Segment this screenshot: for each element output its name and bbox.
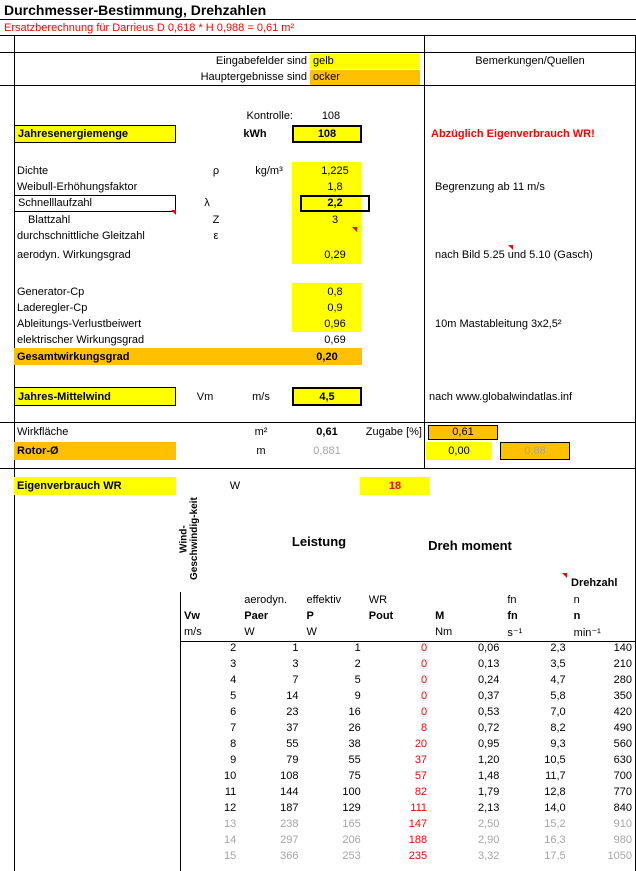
table-unit-row <box>180 624 636 640</box>
symbol-4: M <box>435 610 445 622</box>
symbol-5: fn <box>507 610 518 622</box>
efficiency-label-1: Laderegler-Cp <box>17 302 88 314</box>
cell-p: 38 <box>348 738 361 750</box>
param-label-5: aerodyn. Wirkungsgrad <box>17 249 131 261</box>
unit-1: W <box>244 626 255 638</box>
cell-p: 129 <box>342 802 361 814</box>
param-remark-5: nach Bild 5.25 und 5.10 (Gasch) <box>435 249 593 261</box>
cell-fn: 2,3 <box>550 642 566 654</box>
table-group-header-torque <box>424 528 516 564</box>
mean-wind-value[interactable] <box>292 387 362 406</box>
efficiency-remark-2: 10m Mastableitung 3x2,5² <box>435 318 562 330</box>
table-group-header-rpm-text: Drehzahl <box>571 577 618 589</box>
subheader-1: aerodyn. <box>244 594 288 606</box>
rotor-extra-value[interactable] <box>426 442 492 460</box>
cell-p: 206 <box>342 834 361 846</box>
param-row-4 <box>14 228 634 244</box>
own-use-value-text: 18 <box>388 480 402 492</box>
param-unit-3 <box>238 212 300 228</box>
cell-paer: 187 <box>280 802 299 814</box>
table-row <box>180 704 636 720</box>
cell-p: 75 <box>348 770 361 782</box>
area-value: 0,61 <box>316 426 338 438</box>
param-label-0: Dichte <box>17 165 49 177</box>
mean-wind-remark-text: nach www.globalwindatlas.inf <box>429 390 573 403</box>
cell-m: 0,95 <box>477 738 500 750</box>
unit-2: W <box>306 626 317 638</box>
param-value-2[interactable]: 2,2 <box>300 195 370 212</box>
rotor-label-text: Rotor-Ø <box>17 445 59 457</box>
rule-legend-bottom <box>0 85 636 86</box>
param-unit-5 <box>238 247 300 263</box>
legend-row-input <box>14 53 424 69</box>
cell-pout: 0 <box>420 706 428 718</box>
efficiency-row-1 <box>14 300 634 316</box>
cell-pout: 188 <box>408 834 428 846</box>
cell-fn: 8,2 <box>550 722 566 734</box>
page-subtitle-text: Ersatzberechnung für Darrieus D 0,618 * H 0,988 = 0,61 m² <box>4 21 295 34</box>
cell-pout: 57 <box>414 770 428 782</box>
param-unit-1 <box>238 179 300 195</box>
param-symbol-3: Z <box>212 214 220 226</box>
table-row <box>180 752 636 768</box>
comment-marker-gleitzahl <box>352 227 357 232</box>
cell-vw: 5 <box>230 690 237 702</box>
cell-fn: 12,8 <box>544 786 566 798</box>
symbol-3: Pout <box>368 610 394 622</box>
cell-vw: 2 <box>230 642 237 654</box>
unit-3 <box>365 624 431 640</box>
cell-fn: 17,5 <box>544 850 566 862</box>
cell-n: 490 <box>613 722 632 734</box>
cell-m: 1,20 <box>477 754 500 766</box>
cell-n: 630 <box>613 754 632 766</box>
cell-fn: 11,7 <box>545 770 566 782</box>
cell-n: 560 <box>613 738 632 750</box>
param-unit-0: kg/m³ <box>255 165 283 177</box>
cell-pout: 8 <box>420 722 428 734</box>
cell-paer: 3 <box>292 658 299 670</box>
cell-paer: 79 <box>286 754 299 766</box>
own-use-value[interactable] <box>360 477 430 495</box>
cell-paer: 14 <box>286 690 299 702</box>
cell-m: 0,53 <box>477 706 500 718</box>
area-label: Wirkfläche <box>17 426 69 438</box>
cell-n: 140 <box>613 642 632 654</box>
cell-n: 210 <box>613 658 632 670</box>
subheader-2: effektiv <box>306 594 342 606</box>
cell-fn: 16,3 <box>544 834 566 846</box>
vertical-rule-table-left <box>180 592 181 871</box>
comment-marker-bild <box>508 245 513 250</box>
cell-m: 2,13 <box>477 802 500 814</box>
param-value-4[interactable] <box>300 228 370 244</box>
table-row <box>180 768 636 784</box>
efficiency-total-label-text: Gesamtwirkungsgrad <box>17 350 130 363</box>
efficiency-remark-1 <box>432 300 632 316</box>
table-group-header-wind-speed-text: Wind-Geschwindig-keit <box>178 497 200 581</box>
cell-pout: 235 <box>408 850 428 862</box>
param-label-1: Weibull-Erhöhungsfaktor <box>17 181 138 193</box>
cell-vw: 9 <box>230 754 237 766</box>
cell-pout: 111 <box>410 802 428 814</box>
unit-5: s⁻¹ <box>507 626 523 639</box>
table-body <box>180 640 636 864</box>
rule-rotor-bottom <box>0 468 636 469</box>
efficiency-value-2[interactable]: 0,96 <box>324 318 346 330</box>
own-use-label <box>14 477 176 495</box>
param-remark-1: Begrenzung ab 11 m/s <box>435 181 545 193</box>
cell-vw: 8 <box>230 738 237 750</box>
param-row-0 <box>14 163 634 179</box>
cell-fn: 4,7 <box>550 674 566 686</box>
legend-result-value: ocker <box>310 70 420 85</box>
efficiency-label-3: elektrischer Wirkungsgrad <box>17 334 145 346</box>
cell-vw: 7 <box>230 722 237 734</box>
cell-pout: 147 <box>408 818 428 830</box>
efficiency-total-value-text: 0,20 <box>316 350 338 363</box>
efficiency-value-3: 0,69 <box>324 334 346 346</box>
rotor-value <box>292 442 362 460</box>
table-row <box>180 816 636 832</box>
cell-m: 1,79 <box>477 786 500 798</box>
param-symbol-1 <box>194 179 238 195</box>
param-label-4: durchschnittliche Gleitzahl <box>17 230 145 242</box>
cell-vw: 10 <box>224 770 237 782</box>
cell-pout: 0 <box>420 642 428 654</box>
mean-wind-symbol-text: Vm <box>196 390 214 403</box>
param-unit-4 <box>238 228 300 244</box>
table-row <box>180 736 636 752</box>
cell-vw: 3 <box>230 658 237 670</box>
table-row <box>180 832 636 848</box>
control-value: 108 <box>321 110 341 122</box>
mean-wind-symbol <box>180 387 230 406</box>
efficiency-row-3 <box>14 332 634 348</box>
efficiency-total-label <box>14 348 292 365</box>
unit-4: Nm <box>435 626 453 638</box>
subheader-3: WR <box>368 594 388 606</box>
rotor-result-value-text: 0,88 <box>524 445 546 457</box>
own-use-unit-text: W <box>229 480 241 492</box>
comment-marker-drehzahl <box>562 573 567 578</box>
control-row <box>14 108 424 124</box>
cell-pout: 82 <box>414 786 428 798</box>
unit-0: m/s <box>184 626 202 638</box>
cell-m: 0,72 <box>477 722 500 734</box>
page-title <box>0 0 636 20</box>
page-subtitle <box>0 20 636 36</box>
cell-n: 280 <box>613 674 632 686</box>
param-remark-2 <box>432 195 632 211</box>
cell-vw: 13 <box>224 818 237 830</box>
mean-wind-unit-text: m/s <box>252 390 270 403</box>
cell-pout: 0 <box>420 690 428 702</box>
cell-paer: 37 <box>286 722 299 734</box>
rotor-label <box>14 442 176 460</box>
param-row-5 <box>14 247 634 263</box>
area-extra-label: Zugabe [%] <box>365 426 422 438</box>
cell-m: 2,90 <box>477 834 500 846</box>
cell-p: 55 <box>348 754 361 766</box>
efficiency-remark-3 <box>432 332 632 348</box>
cell-paer: 23 <box>286 706 299 718</box>
table-group-header-wind-speed <box>172 496 208 582</box>
cell-vw: 15 <box>224 850 237 862</box>
cell-m: 3,32 <box>477 850 500 862</box>
cell-m: 1,48 <box>477 770 500 782</box>
table-group-header-power-text: Leistung <box>291 533 347 549</box>
own-use-unit <box>180 477 290 495</box>
cell-n: 420 <box>613 706 632 718</box>
efficiency-row-0 <box>14 284 634 300</box>
param-remark-0 <box>432 163 632 179</box>
cell-paer: 55 <box>286 738 299 750</box>
cell-fn: 15,2 <box>544 818 566 830</box>
table-group-header-rpm <box>568 575 636 591</box>
cell-fn: 10,5 <box>544 754 566 766</box>
subheader-4 <box>431 592 503 608</box>
rotor-unit-text: m <box>256 445 266 457</box>
mean-wind-unit <box>232 387 290 406</box>
efficiency-label-0: Generator-Cp <box>17 286 85 298</box>
cell-fn: 5,8 <box>550 690 566 702</box>
mean-wind-remark <box>426 387 636 406</box>
cell-paer: 7 <box>292 674 299 686</box>
table-symbol-row <box>180 608 636 624</box>
cell-paer: 366 <box>280 850 299 862</box>
table-group-header-power <box>244 532 394 550</box>
cell-vw: 4 <box>230 674 237 686</box>
cell-n: 980 <box>613 834 632 846</box>
param-value-5[interactable]: 0,29 <box>324 249 346 261</box>
annual-energy-value[interactable] <box>292 125 362 143</box>
annual-energy-remark-text: Abzüglich Eigenverbrauch WR! <box>431 128 595 140</box>
annual-energy-unit <box>220 125 290 143</box>
cell-n: 700 <box>613 770 632 782</box>
cell-pout: 0 <box>420 658 428 670</box>
cell-m: 0,06 <box>477 642 500 654</box>
cell-fn: 9,3 <box>550 738 566 750</box>
cell-p: 26 <box>348 722 361 734</box>
subheader-0 <box>180 592 240 608</box>
table-row <box>180 640 636 656</box>
cell-pout: 37 <box>414 754 428 766</box>
param-row-2 <box>14 195 634 211</box>
efficiency-total-value <box>292 348 362 365</box>
efficiency-row-2 <box>14 316 634 332</box>
subheader-5: fn <box>507 594 517 606</box>
cell-m: 2,50 <box>477 818 500 830</box>
cell-paer: 1 <box>292 642 299 654</box>
symbol-1: Paer <box>244 610 269 622</box>
rotor-result-value <box>500 442 570 460</box>
param-symbol-5 <box>194 247 238 263</box>
subheader-6: n <box>573 594 580 606</box>
rule-area-top <box>0 422 636 423</box>
symbol-6: n <box>573 610 581 622</box>
rule-table-header-bottom <box>180 641 636 642</box>
table-subheader-row <box>180 592 636 608</box>
param-symbol-2: λ <box>204 197 210 209</box>
cell-p: 1 <box>354 642 361 654</box>
results-table <box>180 592 636 864</box>
cell-paer: 238 <box>280 818 299 830</box>
cell-paer: 144 <box>280 786 299 798</box>
param-value-3[interactable]: 3 <box>331 214 339 226</box>
cell-paer: 108 <box>280 770 299 782</box>
unit-6: min⁻¹ <box>573 626 601 639</box>
remarks-header-text: Bemerkungen/Quellen <box>475 55 585 67</box>
param-row-3 <box>14 212 634 228</box>
cell-vw: 11 <box>224 786 237 798</box>
area-unit: m² <box>254 426 268 438</box>
annual-energy-unit-text: kWh <box>243 128 267 140</box>
param-unit-2 <box>238 195 300 211</box>
table-row <box>180 656 636 672</box>
cell-vw: 14 <box>224 834 237 846</box>
cell-p: 253 <box>342 850 361 862</box>
mean-wind-value-text: 4,5 <box>319 390 335 403</box>
cell-p: 165 <box>342 818 361 830</box>
efficiency-value-0[interactable]: 0,8 <box>327 286 343 298</box>
efficiency-label-2: Ableitungs-Verlustbeiwert <box>17 318 142 330</box>
annual-energy-label-text: Jahresenergiemenge <box>18 128 129 140</box>
legend-input-label: Eingabefelder sind <box>215 55 307 67</box>
table-row <box>180 800 636 816</box>
table-row <box>180 672 636 688</box>
param-label-2: Schnelllaufzahl <box>14 195 176 212</box>
table-group-header-torque-text: Dreh moment <box>428 537 512 553</box>
table-row <box>180 720 636 736</box>
efficiency-remark-0 <box>432 284 632 300</box>
mean-wind-label <box>14 387 176 406</box>
cell-p: 9 <box>354 690 361 702</box>
cell-pout: 0 <box>420 674 428 686</box>
legend-result-label: Hauptergebnisse sind <box>200 71 307 83</box>
annual-energy-value-text: 108 <box>317 128 337 140</box>
cell-fn: 7,0 <box>550 706 566 718</box>
efficiency-value-1[interactable]: 0,9 <box>327 302 343 314</box>
remarks-header <box>425 53 635 69</box>
param-label-3: Blattzahl <box>28 214 71 226</box>
cell-m: 0,37 <box>477 690 500 702</box>
cell-m: 0,13 <box>477 658 500 670</box>
cell-paer: 297 <box>280 834 299 846</box>
area-extra-value[interactable]: 0,61 <box>428 425 498 440</box>
table-row <box>180 848 636 864</box>
cell-n: 1050 <box>607 850 632 862</box>
param-value-1[interactable]: 1,8 <box>327 181 343 193</box>
cell-vw: 6 <box>230 706 237 718</box>
legend-input-value: gelb <box>310 54 420 69</box>
comment-marker-blattzahl <box>171 210 176 215</box>
annual-energy-label <box>14 125 176 143</box>
cell-p: 100 <box>342 786 361 798</box>
param-value-0[interactable]: 1,225 <box>321 165 349 177</box>
cell-vw: 12 <box>224 802 237 814</box>
legend-row-result <box>14 69 424 85</box>
cell-m: 0,24 <box>477 674 500 686</box>
page-title-text: Durchmesser-Bestimmung, Drehzahlen <box>4 1 267 18</box>
annual-energy-remark <box>428 125 634 143</box>
param-row-1 <box>14 179 634 195</box>
cell-p: 16 <box>348 706 361 718</box>
cell-p: 5 <box>354 674 361 686</box>
own-use-label-text: Eigenverbrauch WR <box>17 480 122 492</box>
cell-n: 770 <box>613 786 632 798</box>
param-symbol-0: ρ <box>212 165 220 177</box>
cell-n: 910 <box>613 818 632 830</box>
cell-n: 840 <box>613 802 632 814</box>
table-row <box>180 688 636 704</box>
mean-wind-label-text: Jahres-Mittelwind <box>18 390 111 403</box>
rotor-value-text: 0,881 <box>313 445 341 457</box>
cell-n: 350 <box>613 690 632 702</box>
param-remark-4 <box>432 228 632 244</box>
cell-p: 2 <box>354 658 361 670</box>
rotor-extra-value-text: 0,00 <box>448 445 470 457</box>
area-row <box>14 424 634 440</box>
control-label: Kontrolle: <box>246 110 293 122</box>
param-symbol-4: ε <box>213 230 219 242</box>
cell-fn: 14,0 <box>544 802 566 814</box>
cell-fn: 3,5 <box>550 658 566 670</box>
param-remark-3 <box>432 212 632 228</box>
symbol-2: P <box>306 610 314 622</box>
rotor-unit <box>232 442 290 460</box>
symbol-0: Vw <box>184 610 200 622</box>
table-row <box>180 784 636 800</box>
cell-pout: 20 <box>414 738 428 750</box>
